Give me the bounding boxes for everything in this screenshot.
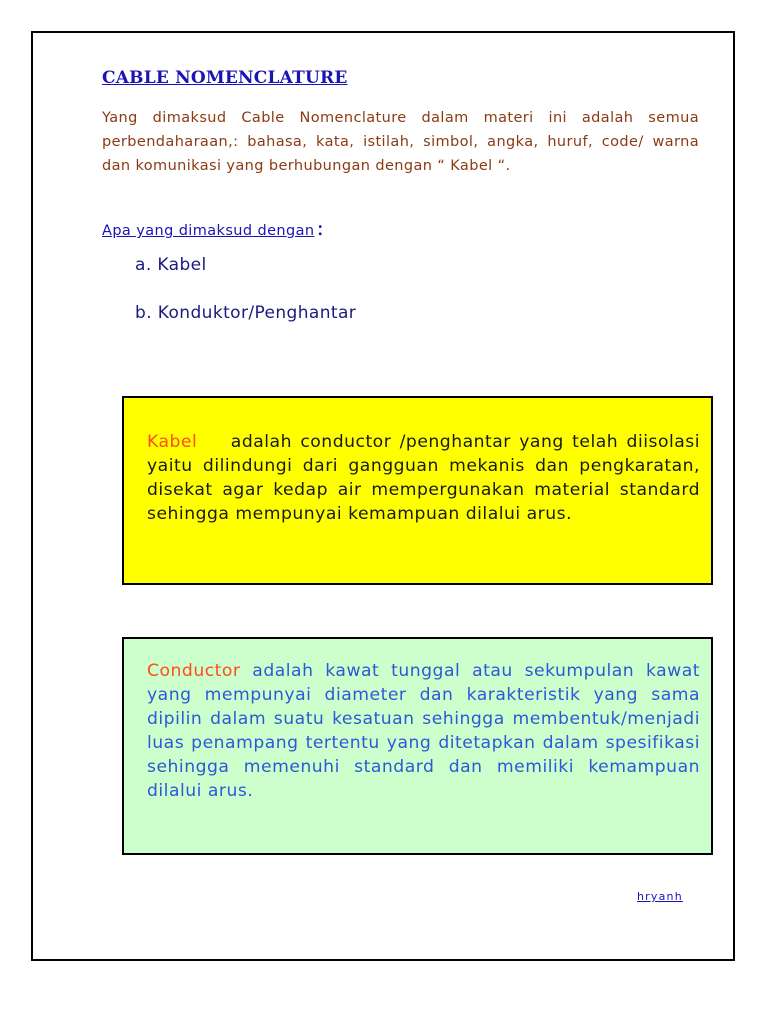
conductor-definition-box — [122, 637, 713, 855]
kabel-definition-text — [147, 430, 700, 526]
list-item-kabel: a. Kabel — [135, 255, 207, 275]
kabel-term: Kabel — [147, 432, 198, 452]
conductor-definition-text — [147, 659, 700, 803]
author-link[interactable]: hryanh — [637, 890, 683, 903]
list-item-konduktor: b. Konduktor/Penghantar — [135, 303, 357, 323]
question-colon: : — [316, 216, 324, 241]
kabel-definition-body: adalah conductor /penghantar yang telah diisolasi yaitu dilindungi dari gangguan mekanis dan pengkaratan, disekat agar kedap air mempergunakan material standard sehingga mempunyai kemampuan dilalui arus. — [147, 432, 700, 524]
kabel-definition-box — [122, 396, 713, 585]
question-line — [102, 216, 324, 241]
intro-paragraph: Yang dimaksud Cable Nomenclature dalam materi ini adalah semua perbendaharaan,: bahasa, kata, istilah, simbol, angka, huruf, code/ warna dan komunikasi yang berhubungan dengan “ Kabel “. — [102, 110, 699, 174]
page-title: CABLE NOMENCLATURE — [102, 68, 348, 88]
conductor-term: Conductor — [147, 661, 241, 681]
question-link[interactable]: Apa yang dimaksud dengan — [102, 223, 315, 239]
conductor-definition-body: adalah kawat tunggal atau sekumpulan kawat yang mempunyai diameter dan karakteristik yang sama dipilin dalam suatu kesatuan sehingga membentuk/menjadi luas penampang tertentu yang ditetapkan dalam spesifikasi sehingga memenuhi standard dan memiliki kemampuan dilalui arus. — [147, 661, 700, 801]
